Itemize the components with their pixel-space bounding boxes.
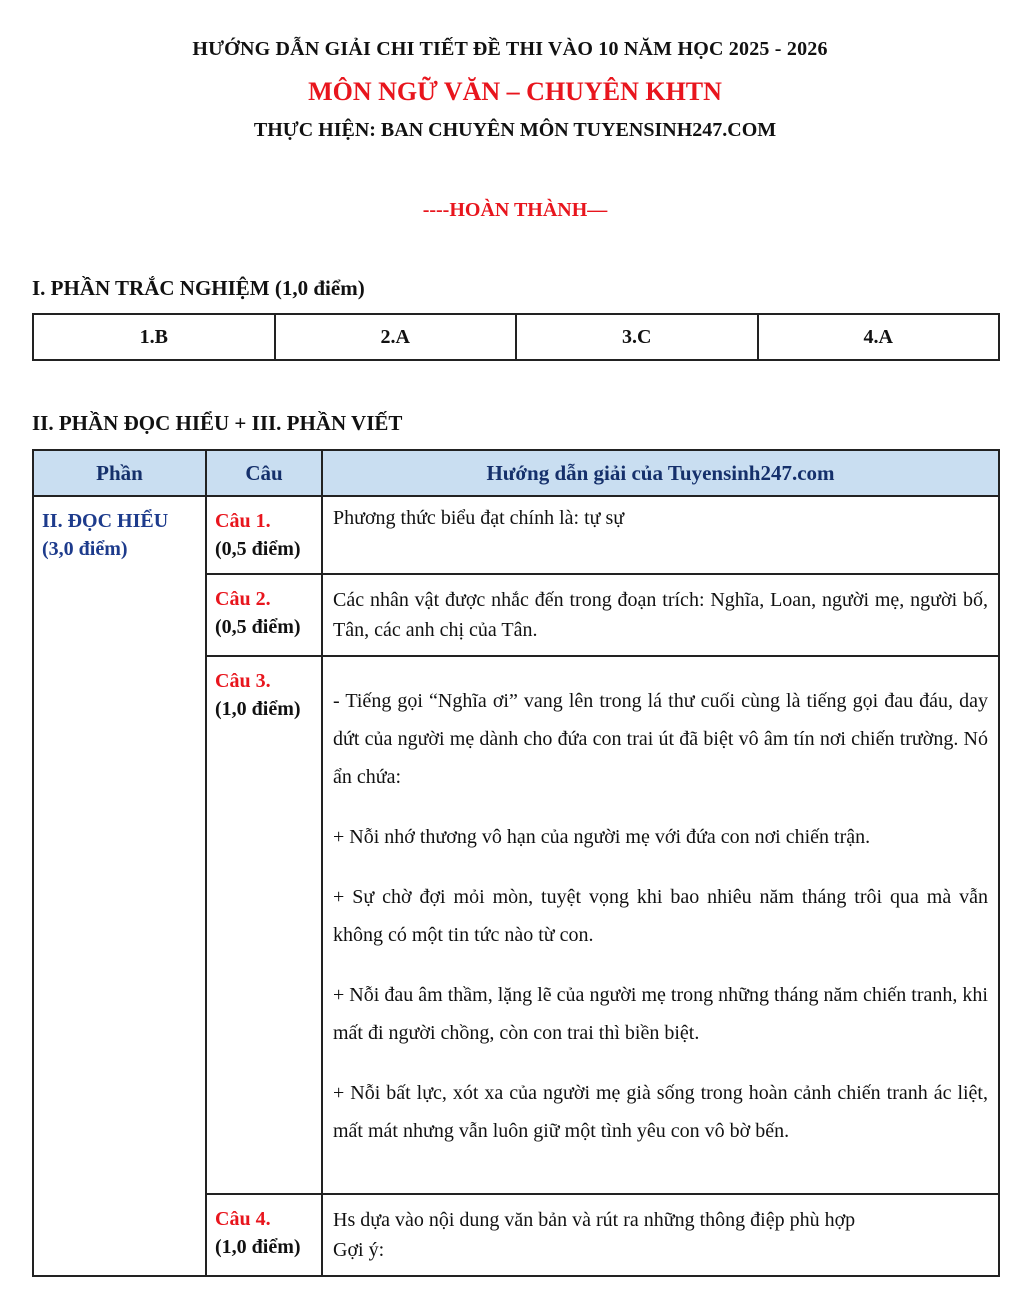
section2-title: II. PHẦN ĐỌC HIỂU + III. PHẦN VIẾT [32, 411, 403, 435]
table-row [33, 496, 999, 574]
document-title: HƯỚNG DẪN GIẢI CHI TIẾT ĐỀ THI VÀO 10 NĂM HỌC 2025 - 2026 [192, 38, 828, 60]
subject-title: MÔN NGỮ VĂN – CHUYÊN KHTN [308, 77, 722, 106]
column-header-part: Phần [33, 450, 206, 496]
question-number: Câu 4. [215, 1208, 271, 1230]
answer-line: + Nỗi đau âm thầm, lặng lẽ của người mẹ trong những tháng năm chiến tranh, khi mất đi người chồng, còn con trai thì biền biệt. [333, 984, 988, 1044]
question-points: (0,5 điểm) [215, 616, 301, 638]
answer-line: + Nỗi nhớ thương vô hạn của người mẹ với đứa con nơi chiến trận. [333, 826, 871, 848]
part-label: II. ĐỌC HIỂU [42, 510, 169, 532]
completion-status: ----HOÀN THÀNH— [422, 199, 608, 221]
answer-cell [322, 656, 999, 1194]
answer-line: - Tiếng gọi “Nghĩa ơi” vang lên trong lá thư cuối cùng là tiếng gọi đau đáu, day dứt của người mẹ dành cho đứa con trai út đã biệt vô âm tín nơi chiến trường. Nó ẩn chứa: [333, 690, 988, 788]
column-header-question: Câu [206, 450, 322, 496]
question-points: (1,0 điểm) [215, 698, 301, 720]
part-cell [33, 496, 206, 1276]
question-cell [206, 1194, 322, 1276]
section1-title: I. PHẦN TRẮC NGHIỆM (1,0 điểm) [32, 276, 365, 300]
answer-cell: 3.C [516, 314, 758, 360]
answer-cell [322, 1194, 999, 1276]
question-points: (0,5 điểm) [215, 538, 301, 560]
answer-line: Hs dựa vào nội dung văn bản và rút ra những thông điệp phù hợp [333, 1209, 856, 1231]
answer-cell [322, 574, 999, 656]
table-header-row [33, 450, 999, 496]
question-cell [206, 496, 322, 574]
question-number: Câu 3. [215, 670, 271, 692]
answer-line: + Nỗi bất lực, xót xa của người mẹ già sống trong hoàn cảnh chiến tranh ác liệt, mất mát nhưng vẫn luôn giữ một tình yêu con vô bờ bến. [333, 1082, 988, 1142]
answer-line: + Sự chờ đợi mỏi mòn, tuyệt vọng khi bao nhiêu năm tháng trôi qua mà vẫn không có một tin tức nào từ con. [333, 886, 988, 946]
answer-line: Phương thức biểu đạt chính là: tự sự [333, 507, 625, 529]
answer-cell: 2.A [275, 314, 517, 360]
author-line: THỰC HIỆN: BAN CHUYÊN MÔN TUYENSINH247.COM [253, 119, 777, 141]
part-points: (3,0 điểm) [42, 538, 128, 560]
answer-cell [322, 496, 999, 574]
question-cell [206, 656, 322, 1194]
question-number: Câu 2. [215, 588, 271, 610]
multiple-choice-answers [32, 313, 1000, 361]
question-cell [206, 574, 322, 656]
question-points: (1,0 điểm) [215, 1236, 301, 1258]
answer-cell: 1.B [33, 314, 275, 360]
answer-guide-table [32, 449, 1000, 1277]
answer-line: Gợi ý: [333, 1239, 385, 1261]
answer-line: Các nhân vật được nhắc đến trong đoạn trích: Nghĩa, Loan, người mẹ, người bố, Tân, các anh chị của Tân. [333, 589, 988, 641]
answer-cell: 4.A [758, 314, 1000, 360]
column-header-guide: Hướng dẫn giải của Tuyensinh247.com [322, 450, 999, 496]
question-number: Câu 1. [215, 510, 271, 532]
